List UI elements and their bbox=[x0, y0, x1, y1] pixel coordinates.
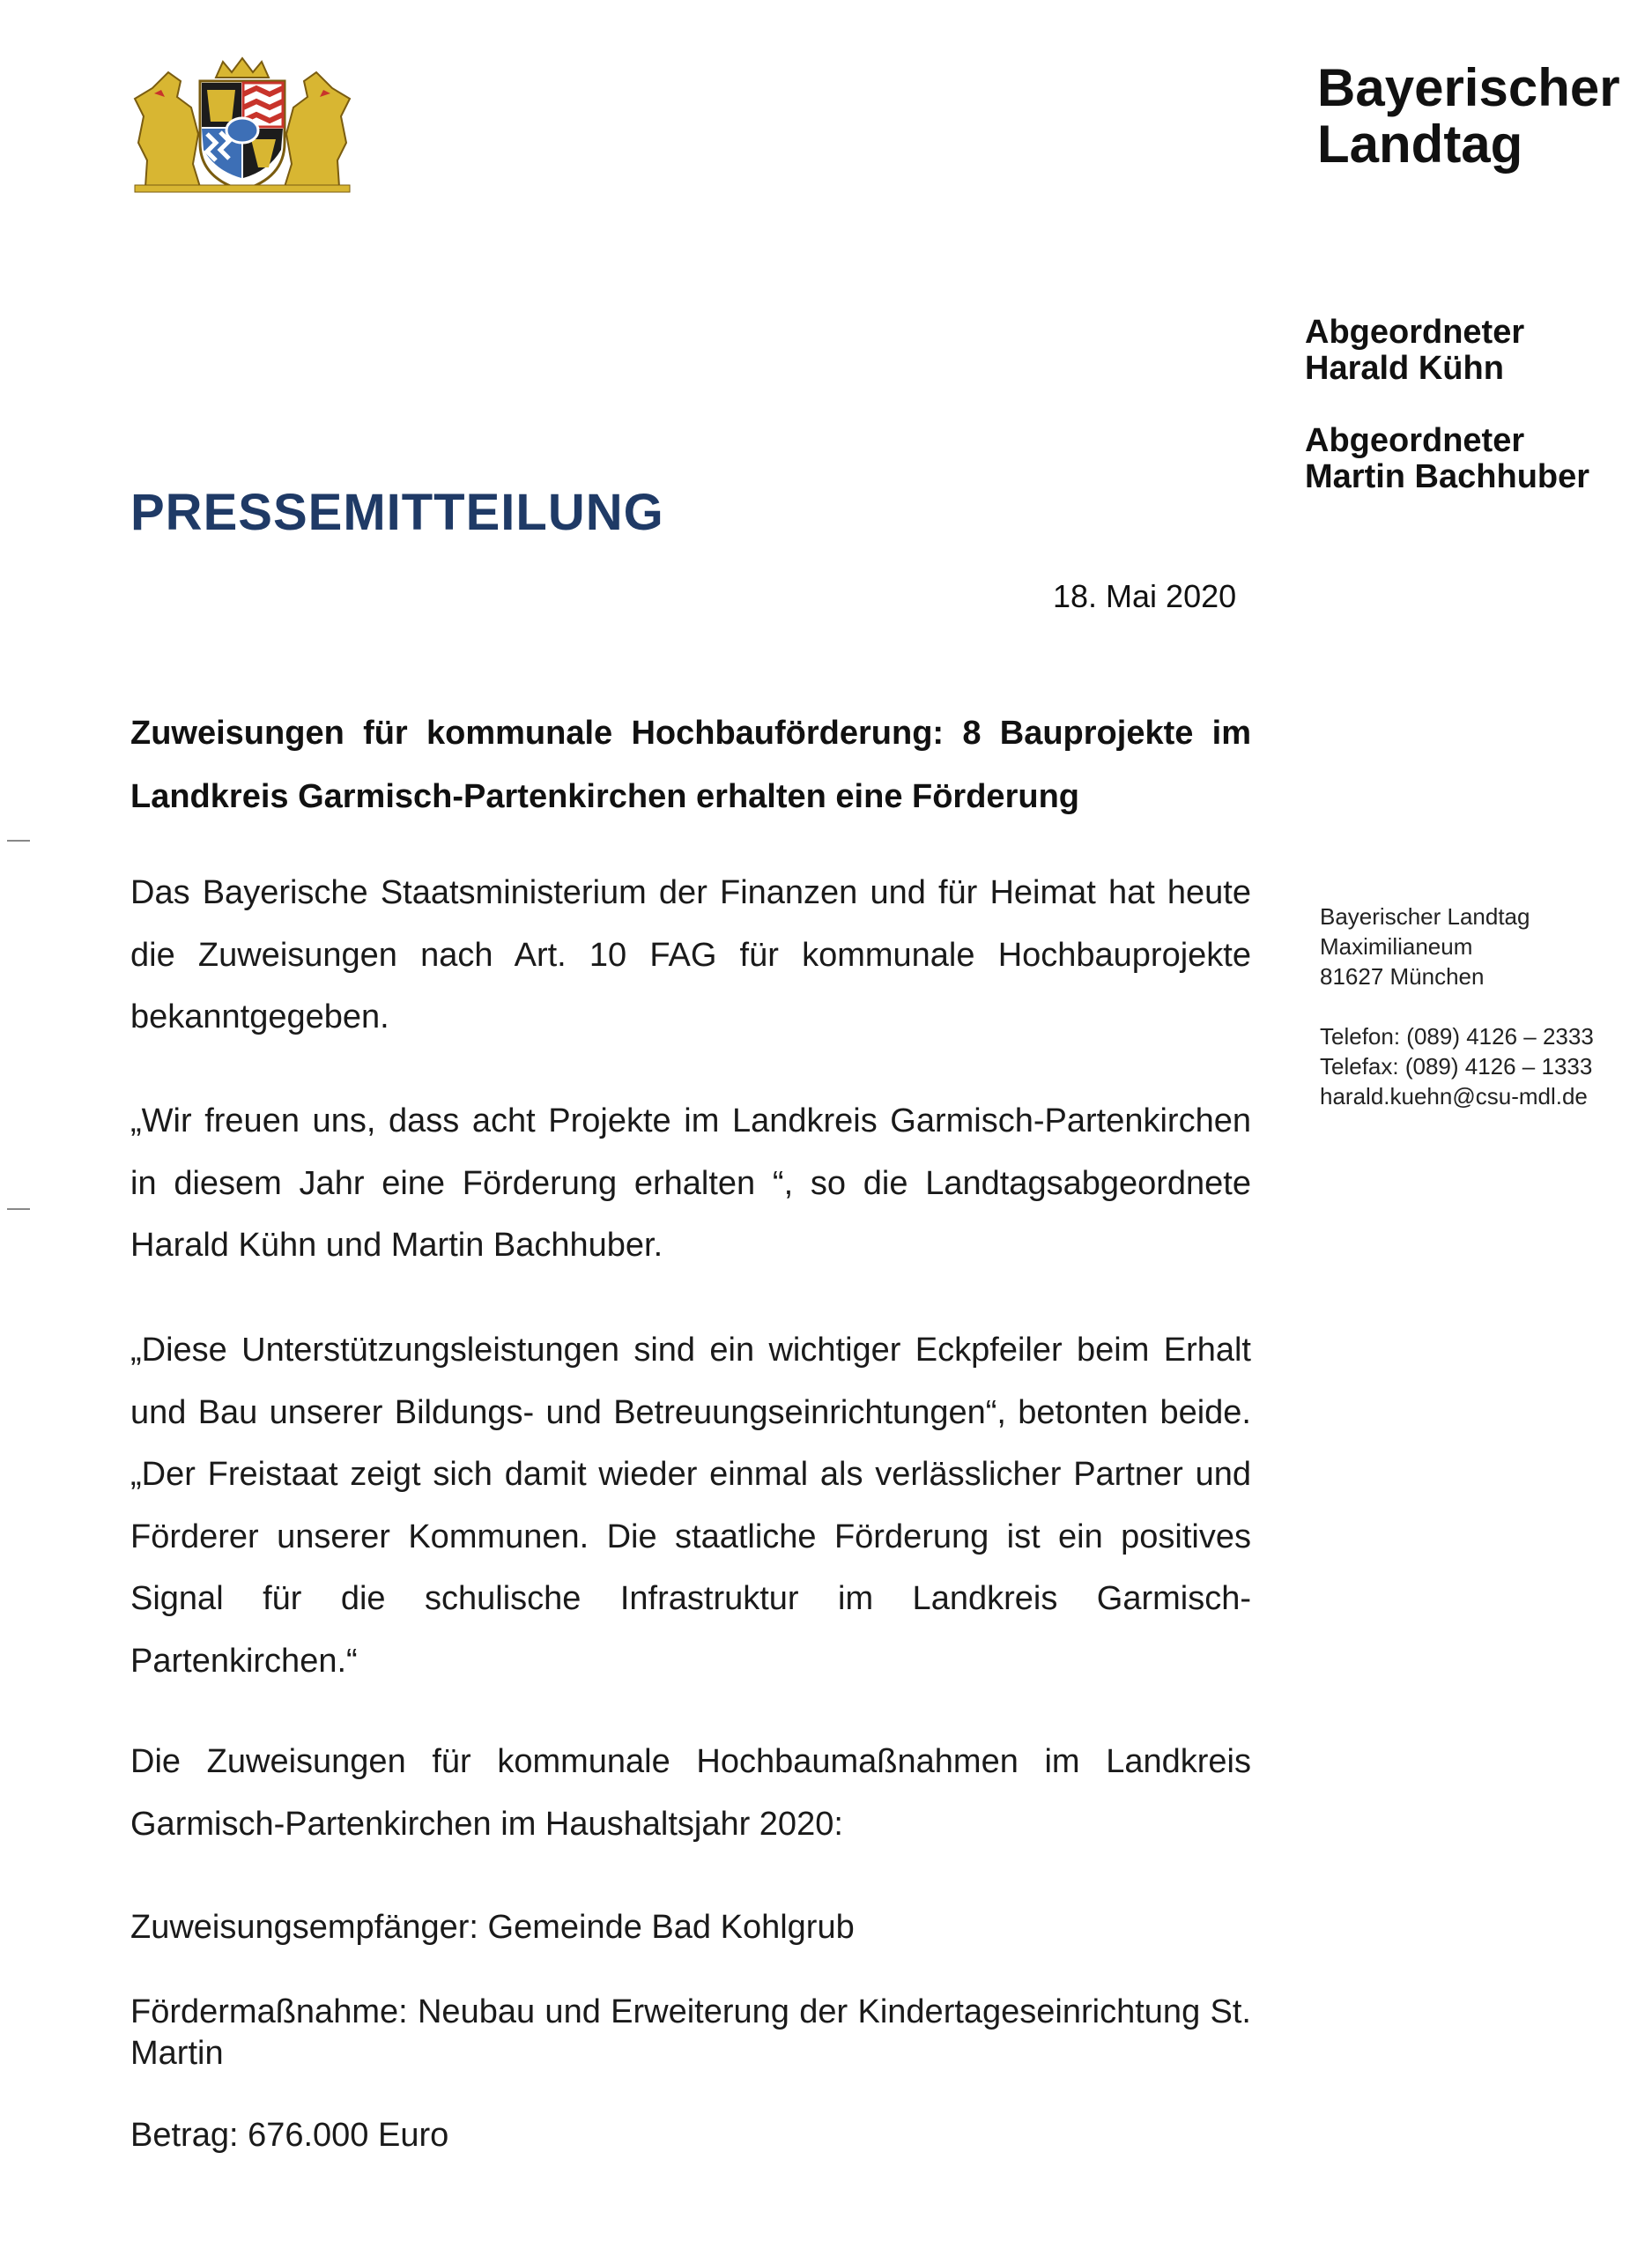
paragraph-quote-2: „Diese Unterstützungsleistungen sind ein wichtiger Eckpfeiler beim Erhalt und Bau unserer Bildungs- und Betreuungseinrichtungen“, betonten beide. „Der Freistaat zeigt sich damit wieder einmal als verlässlicher Partner und Förderer unserer Kommunen. Die staatliche Förderung ist ein positives Signal für die schulische Infrastruktur im Landkreis Garmisch-Partenkirchen.“ bbox=[130, 1332, 1251, 1680]
contact-fax: Telefax: (089) 4126 – 1333 bbox=[1320, 1053, 1593, 1080]
paragraph-intro: Das Bayerische Staatsministerium der Finanzen und für Heimat hat heute die Zuweisungen nach Art. 10 FAG für kommunale Hochbauprojekte bekanntgegeben. bbox=[130, 874, 1251, 1035]
funding-recipient: Zuweisungsempfänger: Gemeinde Bad Kohlgrub bbox=[130, 1909, 855, 1946]
paragraph-quote-1: „Wir freuen uns, dass acht Projekte im Landkreis Garmisch-Partenkirchen in diesem Jahr eine Förderung erhalten “, so die Landtagsabgeordnete Harald Kühn und Martin Bachhuber. bbox=[130, 1102, 1251, 1264]
document-date: 18. Mai 2020 bbox=[1053, 578, 1237, 614]
paragraph-allocations-intro: Die Zuweisungen für kommunale Hochbaumaßnahmen im Landkreis Garmisch-Partenkirchen im Haushaltsjahr 2020: bbox=[130, 1743, 1251, 1843]
contact-line-city: 81627 München bbox=[1320, 963, 1485, 990]
fold-mark bbox=[7, 840, 30, 842]
funding-amount: Betrag: 676.000 Euro bbox=[130, 2117, 449, 2154]
brand-wordmark bbox=[1317, 60, 1620, 173]
fold-mark bbox=[7, 1208, 30, 1210]
contact-spacer bbox=[1320, 991, 1594, 1021]
deputy-role: Abgeordneter bbox=[1305, 314, 1525, 351]
contact-email: harald.kuehn@csu-mdl.de bbox=[1320, 1083, 1588, 1109]
document-title: PRESSEMITTEILUNG bbox=[130, 484, 664, 541]
deputy-kuehn bbox=[1305, 315, 1524, 387]
funding-measure: Fördermaßnahme: Neubau und Erweiterung der Kindertageseinrichtung St. Martin bbox=[130, 1993, 1251, 2072]
deputy-name: Harald Kühn bbox=[1305, 350, 1504, 387]
deputy-name: Martin Bachhuber bbox=[1305, 458, 1590, 495]
deputy-bachhuber bbox=[1305, 423, 1589, 495]
contact-line-building: Maximilianeum bbox=[1320, 933, 1473, 960]
press-headline: Zuweisungen für kommunale Hochbauförderung: 8 Bauprojekte im Landkreis Garmisch-Partenkirchen erhalten eine Förderung bbox=[130, 715, 1251, 815]
contact-phone: Telefon: (089) 4126 – 2333 bbox=[1320, 1023, 1594, 1050]
contact-line-organisation: Bayerischer Landtag bbox=[1320, 903, 1530, 930]
brand-line-1: Bayerischer bbox=[1317, 58, 1620, 117]
contact-block bbox=[1320, 902, 1594, 1111]
deputy-role: Abgeordneter bbox=[1305, 422, 1525, 459]
bavarian-coat-of-arms-icon bbox=[128, 55, 357, 194]
brand-line-2: Landtag bbox=[1317, 115, 1523, 174]
